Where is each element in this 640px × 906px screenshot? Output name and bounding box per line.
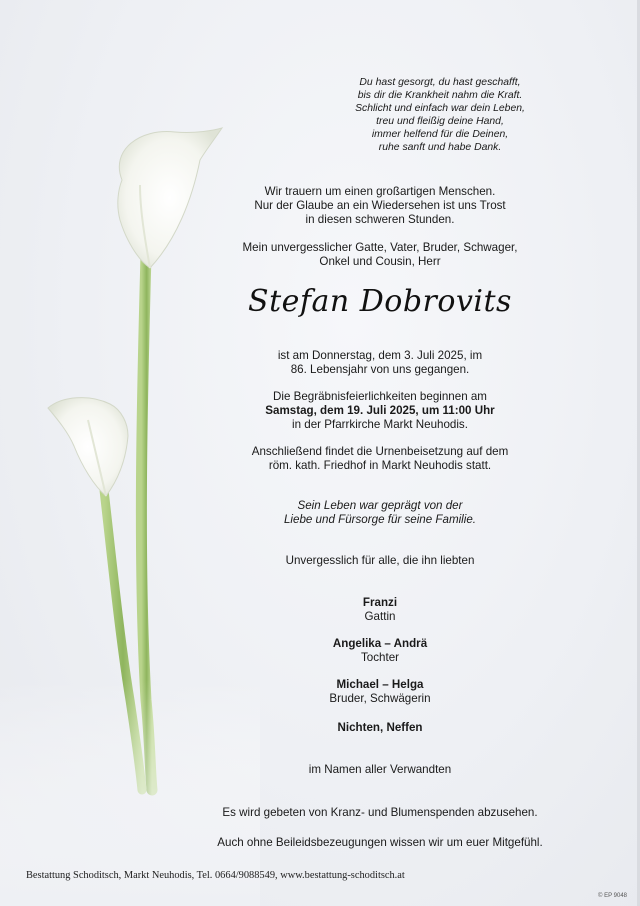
funeral-home-footer: Bestattung Schoditsch, Markt Neuhodis, Tel. 0664/9088549, www.bestattung-schoditsch.at xyxy=(26,870,405,881)
deceased-name: Stefan Dobrovits xyxy=(248,284,512,319)
flower-request: Es wird gebeten von Kranz- und Blumenspenden abzusehen. xyxy=(222,806,538,819)
poem-line: treu und fleißig deine Hand, xyxy=(376,116,504,127)
poem-line: Du hast gesorgt, du hast geschafft, xyxy=(359,77,521,88)
poem xyxy=(330,76,550,154)
funeral-date-time: Samstag, dem 19. Juli 2025, um 11:00 Uhr xyxy=(265,404,495,417)
intro-text: Wir trauern um einen großartigen Menschen. Nur der Glaube an ein Wiedersehen ist uns Trost in diesen schweren Stunden. xyxy=(254,185,506,226)
poem-line: Schlicht und einfach war dein Leben, xyxy=(355,103,525,114)
mourner-entry: Angelika – Andrä Tochter xyxy=(332,637,428,664)
relation-text: Mein unvergesslicher Gatte, Vater, Bruder, Schwager, Onkel und Cousin, Herr xyxy=(242,241,518,268)
condolence-note: Auch ohne Beileidsbezeugungen wissen wir um euer Mitgefühl. xyxy=(217,836,543,849)
relatives-line: im Namen aller Verwandten xyxy=(308,763,452,776)
funeral-info: Die Begräbnisfeierlichkeiten beginnen am Samstag, dem 19. Juli 2025, um 11:00 Uhr in der Pfarrkirche Markt Neuhodis. xyxy=(190,390,570,432)
mourner-entry: Michael – Helga Bruder, Schwägerin xyxy=(329,678,431,705)
unforgettable-line: Unvergesslich für alle, die ihn liebten xyxy=(285,554,475,567)
memorial-quote: Sein Leben war geprägt von der Liebe und Fürsorge für seine Familie. xyxy=(283,499,477,526)
mourner-entry: Nichten, Neffen xyxy=(337,721,423,734)
poem-line: immer helfend für die Deinen, xyxy=(371,129,509,140)
urn-burial-info: Anschließend findet die Urnenbeisetzung auf dem röm. kath. Friedhof in Markt Neuhodis statt. xyxy=(251,445,509,472)
template-code: © EP 9048 xyxy=(598,893,627,899)
mourner-entry: Franzi Gattin xyxy=(362,596,398,623)
poem-line: bis dir die Krankheit nahm die Kraft. xyxy=(357,90,523,101)
death-notice: ist am Donnerstag, dem 3. Juli 2025, im 86. Lebensjahr von uns gegangen. xyxy=(277,349,483,376)
poem-line: ruhe sanft und habe Dank. xyxy=(378,142,502,153)
